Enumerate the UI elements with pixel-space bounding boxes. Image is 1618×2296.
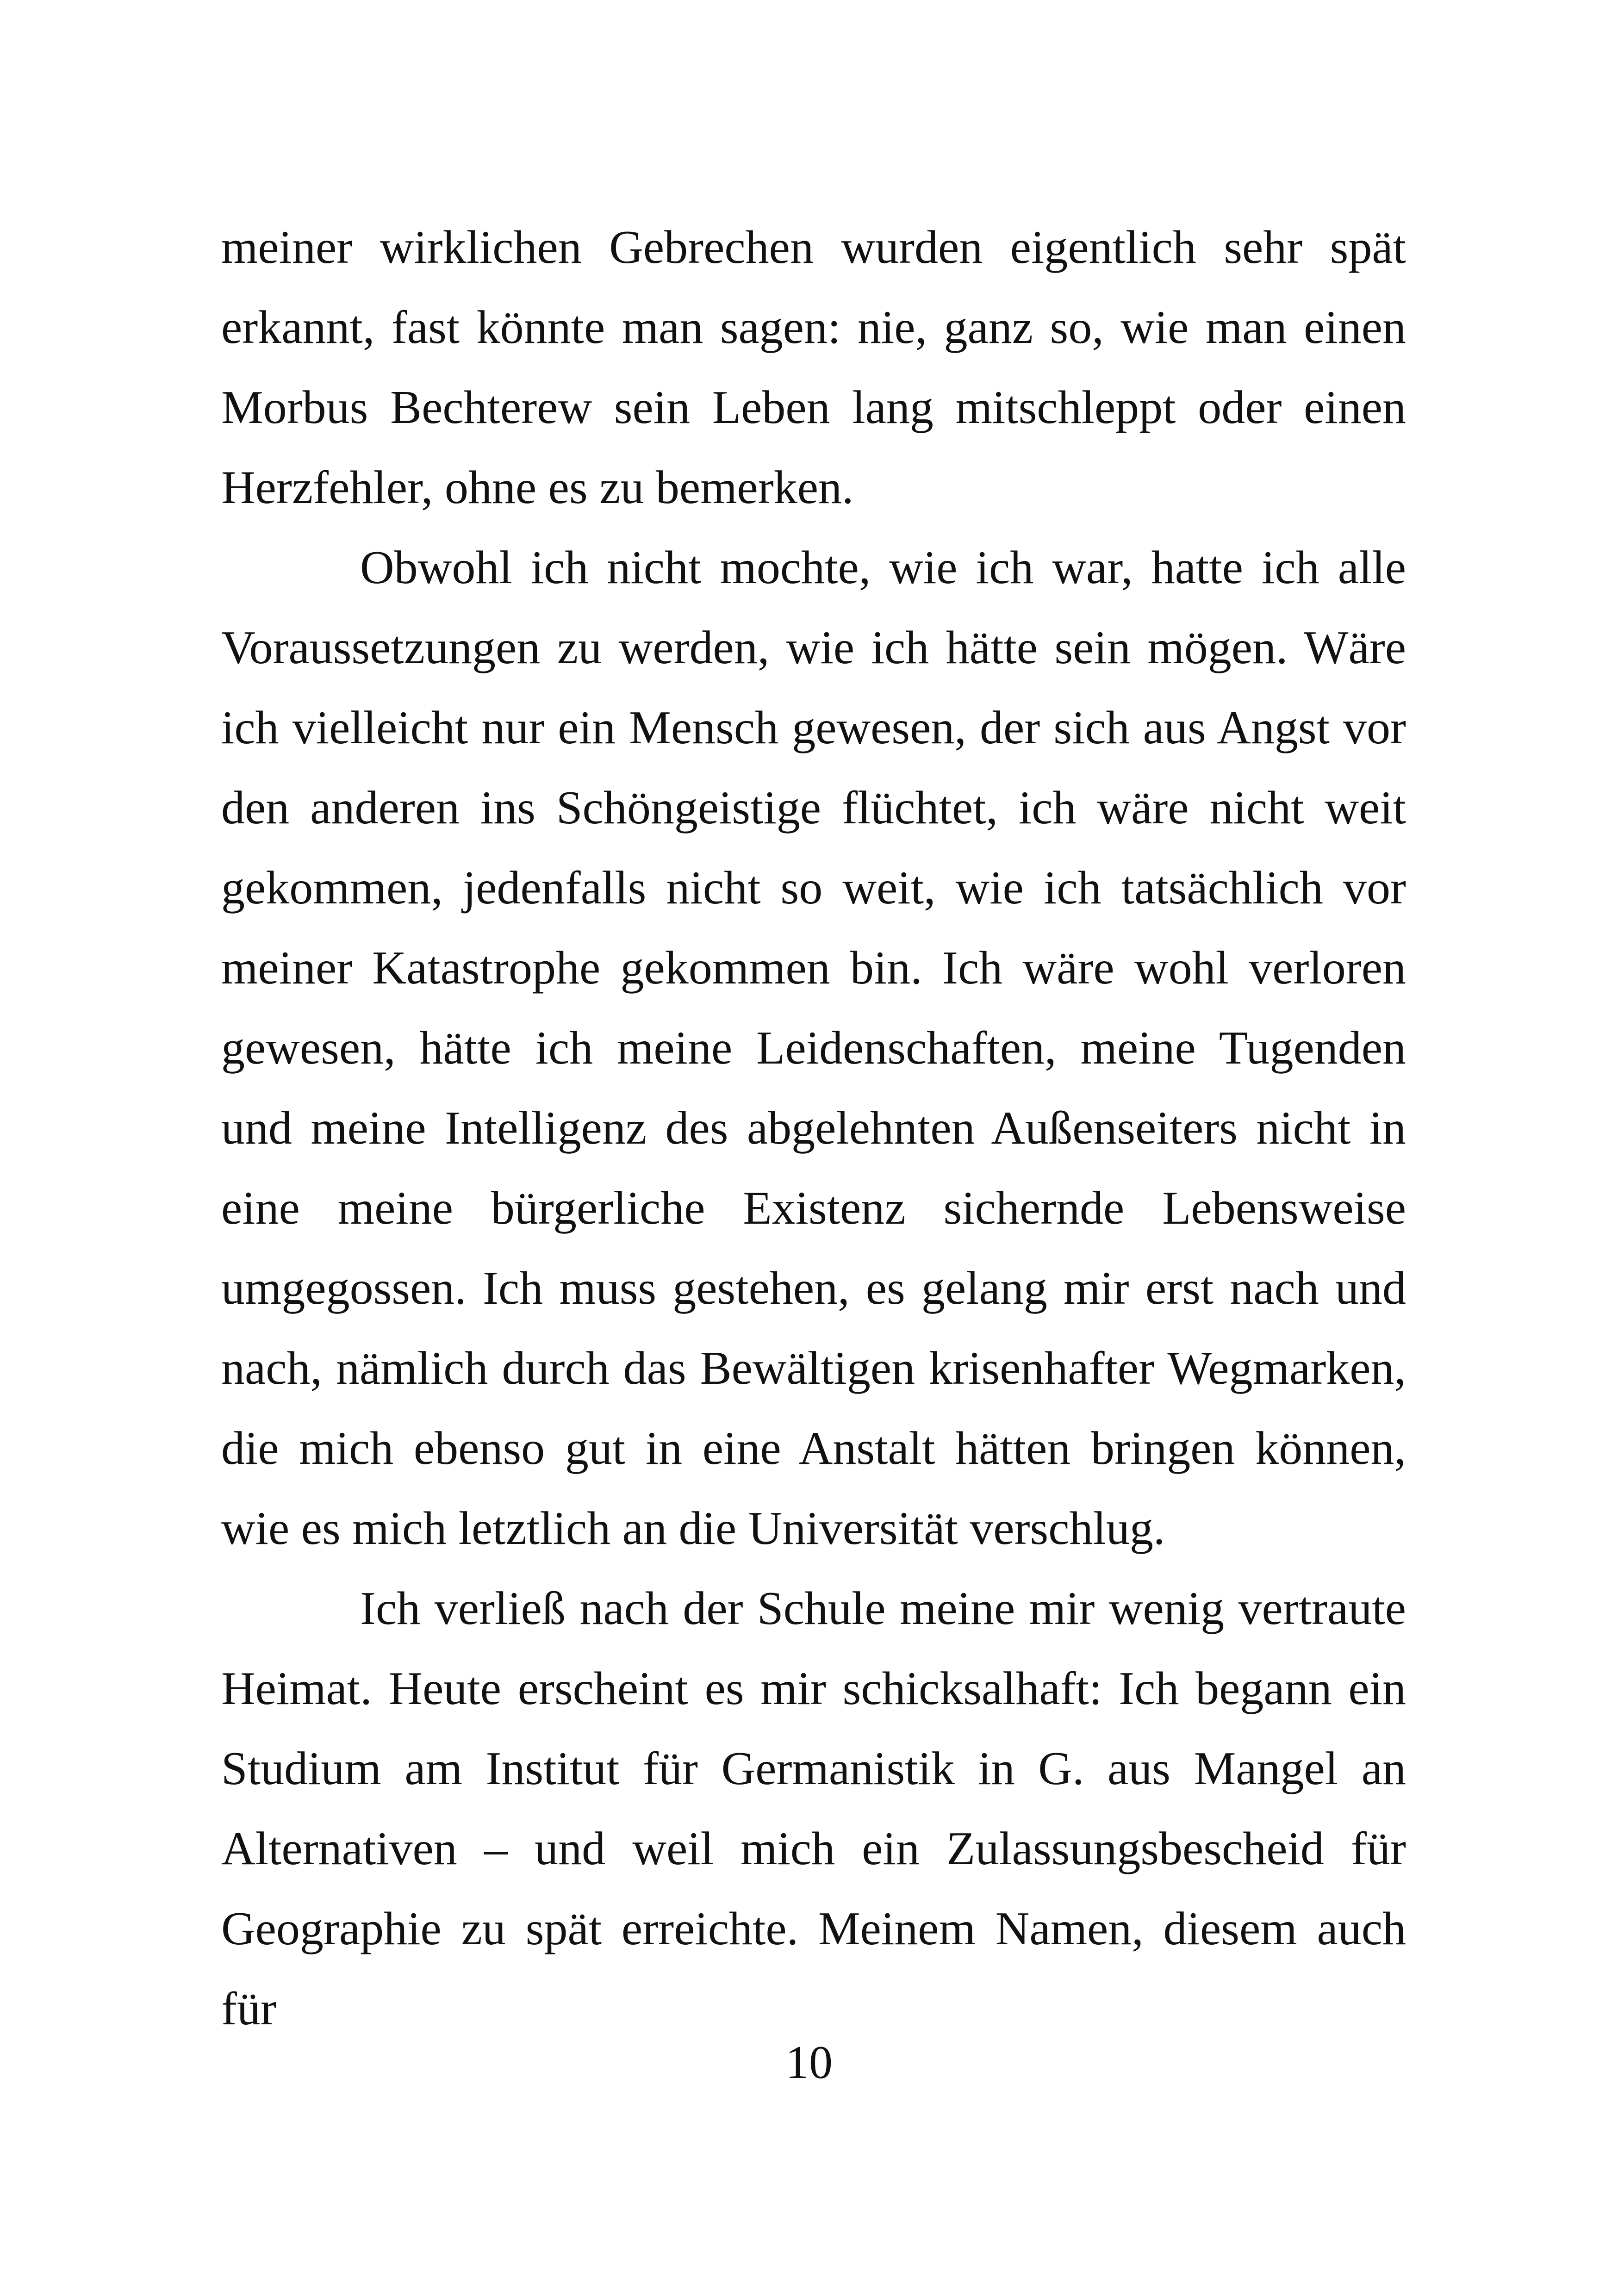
page-number: 10 <box>785 2036 833 2089</box>
body-text <box>221 207 1406 2049</box>
paragraph: Ich verließ nach der Schule meine mir wenig vertraute Heimat. Heute erscheint es mir schicksalhaft: Ich begann ein Studium am Institut für Germanistik in G. aus Mangel an Alternativen – und weil mich ein Zulassungsbescheid für Geographie zu spät erreichte. Meinem Namen, diesem auch für <box>221 1582 1406 2035</box>
paragraph: Obwohl ich nicht mochte, wie ich war, hatte ich alle Voraussetzungen zu werden, wie ich hätte sein mögen. Wäre ich vielleicht nur ein Mensch gewesen, der sich aus Angst vor den anderen ins Schöngeistige flüchtet, ich wäre nicht weit gekommen, jedenfalls nicht so weit, wie ich tatsächlich vor meiner Katastrophe gekommen bin. Ich wäre wohl verloren gewesen, hätte ich meine Leidenschaften, meine Tugenden und meine Intelligenz des abgelehnten Außenseiters nicht in eine meine bürgerliche Existenz sichernde Lebensweise umgegossen. Ich muss gestehen, es gelang mir erst nach und nach, nämlich durch das Bewältigen krisenhafter Wegmarken, die mich ebenso gut in eine Anstalt hätten bringen können, wie es mich letztlich an die Universität verschlug. <box>221 541 1406 1555</box>
paragraph-continuation: meiner wirklichen Gebrechen wurden eigentlich sehr spät erkannt, fast könnte man sagen: nie, ganz so, wie man einen Morbus Bechterew sein Leben lang mitschleppt oder einen Herzfehler, ohne es zu bemerken. <box>221 221 1406 514</box>
